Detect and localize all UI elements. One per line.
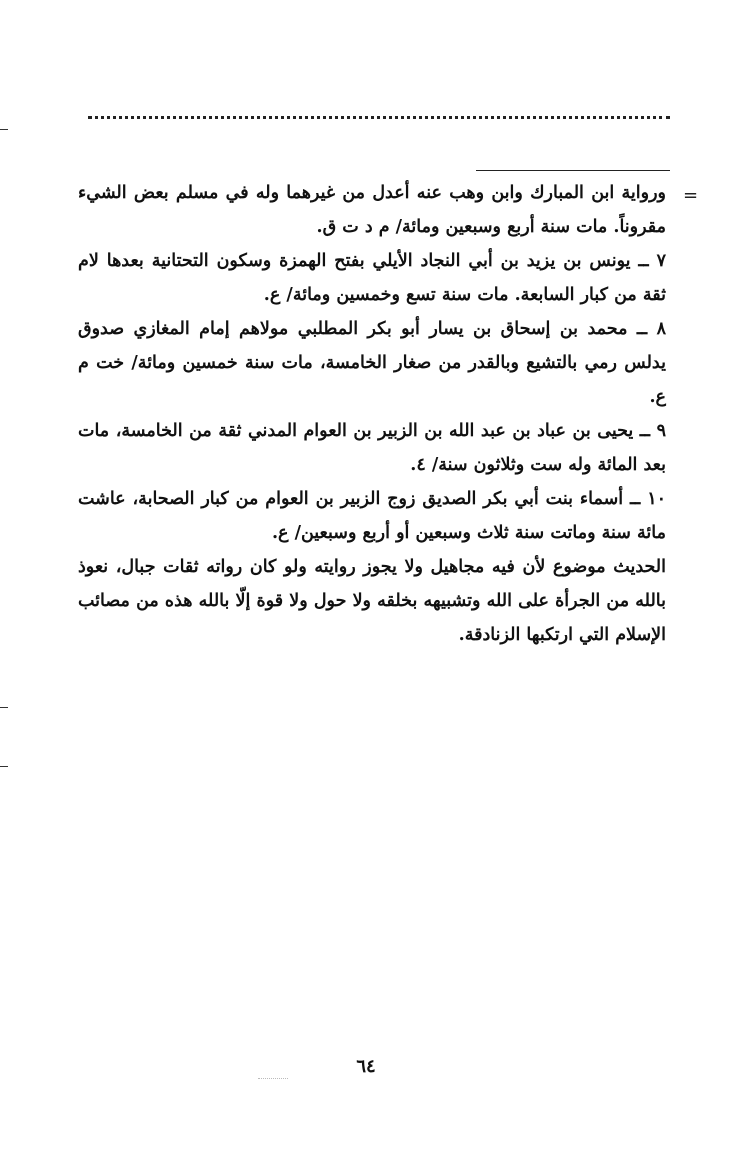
margin-tick	[0, 707, 8, 708]
dotted-separator	[88, 116, 670, 119]
paragraph-continuation: ورواية ابن المبارك وابن وهب عنه أعدل من غيرهما وله في مسلم بعض الشيء مقروناً. مات سنة أربع وسبعين ومائة/ م د ت ق.	[78, 183, 666, 237]
paragraph-note-8: ٨ ــ محمد بن إسحاق بن يسار أبو بكر المطلبي مولاهم إمام المغازي صدوق يدلس رمي بالتشيع وبالقدر من صغار الخامسة، مات سنة خمسين ومائة/ خت م ع.	[78, 319, 666, 407]
paragraph-note-10: ١٠ ــ أسماء بنت أبي بكر الصديق زوج الزبير بن العوام من كبار الصحابة، عاشت مائة سنة وماتت سنة ثلاث وسبعين أو أربع وسبعين/ ع.	[78, 489, 666, 543]
margin-tick	[0, 766, 8, 767]
margin-tick	[0, 129, 8, 130]
continuation-marker: =	[683, 185, 699, 206]
page-body	[78, 176, 666, 652]
paragraph-note-9: ٩ ــ يحيى بن عباد بن عبد الله بن الزبير بن العوام المدني ثقة من الخامسة، مات بعد المائة وله ست وثلاثون سنة/ ٤.	[78, 421, 666, 475]
scan-artifact	[258, 1078, 288, 1079]
footnote-rule	[476, 170, 670, 171]
paragraph-verdict: الحديث موضوع لأن فيه مجاهيل ولا يجوز روايته ولو كان رواته ثقات جبال، نعوذ بالله من الجرأة على الله وتشبيهه بخلقه ولا حول ولا قوة إلّا بالله هذه من مصائب الإسلام التي ارتكبها الزنادقة.	[78, 557, 666, 645]
paragraph-note-7: ٧ ــ يونس بن يزيد بن أبي النجاد الأيلي بفتح الهمزة وسكون التحتانية بعدها لام ثقة من كبار السابعة. مات سنة تسع وخمسين ومائة/ ع.	[78, 251, 666, 305]
page-number: ٦٤	[356, 1056, 376, 1077]
